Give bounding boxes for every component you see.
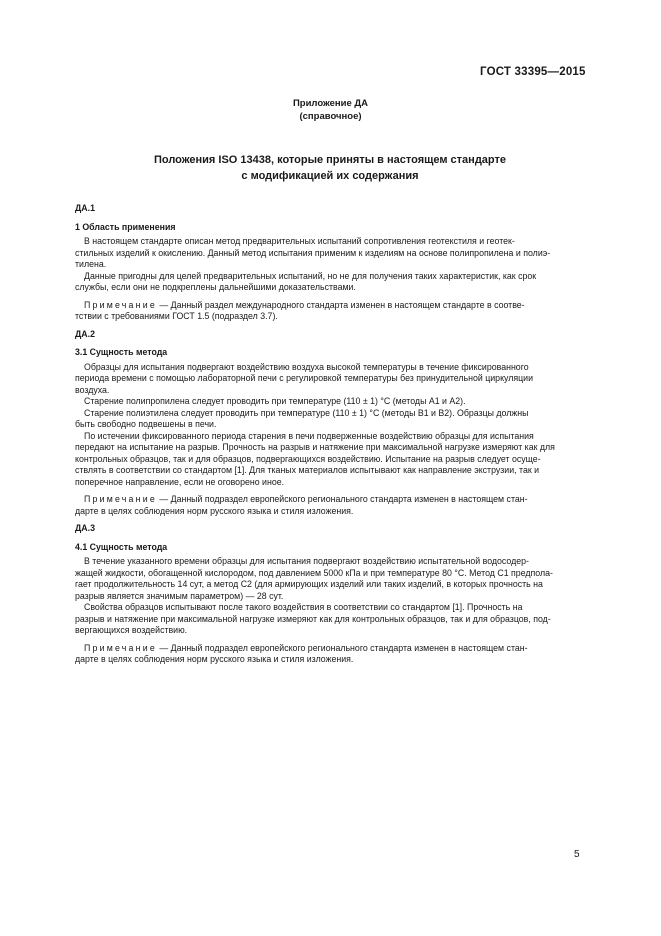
text-line: службы, если они не подкреплены дальнейшими доказательствами. bbox=[75, 282, 356, 292]
text-line: тствии с требованиями ГОСТ 1.5 (подраздел 3.7). bbox=[75, 311, 278, 321]
text-line: Свойства образцов испытывают после такого воздействия в соответствии со стандартом [1]. Прочность на bbox=[84, 602, 523, 612]
note-lead: Примечание bbox=[84, 642, 157, 653]
section-heading-da1: 1 Область применения bbox=[75, 221, 176, 232]
page-title bbox=[80, 153, 580, 184]
document-code: ГОСТ 33395—2015 bbox=[480, 66, 586, 78]
note bbox=[75, 494, 585, 517]
text-line: Старение полипропилена следует проводить при температуре (110 ± 1) °С (методы А1 и А2). bbox=[84, 396, 466, 406]
text-line: вергающихся воздействию. bbox=[75, 625, 188, 635]
title-line-2: с модификацией их содержания bbox=[241, 169, 419, 182]
text-line: быть свободно подвешены в печи. bbox=[75, 419, 217, 429]
text-line: периода времени с помощью лабораторной печи с регулировкой температуры без принудительной циркуляции bbox=[75, 373, 533, 383]
text-line: Данные пригодны для целей предварительных испытаний, но не для получения таких характеристик, как срок bbox=[84, 270, 537, 281]
text-line: поперечное направление, если не оговорено иное. bbox=[75, 476, 285, 487]
paragraph bbox=[75, 236, 585, 271]
text-line: В течение указанного времени образцы для испытания подвергают воздействию испытательной водосодер- bbox=[84, 556, 529, 566]
title-line-1: Положения ISO 13438, которые приняты в настоящем стандарте bbox=[153, 154, 507, 166]
note-text: — Данный подраздел европейского регионального стандарта изменен в настоящем стан- bbox=[156, 642, 528, 653]
note bbox=[75, 300, 585, 323]
paragraph bbox=[75, 362, 585, 397]
document-body bbox=[75, 203, 585, 666]
text-line: По истечении фиксированного периода старения в печи подверженные воздействию образцы для испытания bbox=[84, 430, 534, 441]
text-line: жащей жидкости, обогащенной кислородом, под давлением 5000 кПа и при температуре 80 °С. Метод С1 предпола- bbox=[75, 567, 553, 578]
note-text: — Данный раздел международного стандарта изменен в настоящем стандарте в соотве- bbox=[156, 299, 525, 310]
section-label-da2: ДА.2 bbox=[75, 328, 95, 339]
text-line: разрыв является значимым параметром) — 28 сут. bbox=[75, 590, 284, 601]
paragraph bbox=[75, 396, 585, 408]
note bbox=[75, 643, 585, 666]
section-label-da3: ДА.3 bbox=[75, 523, 95, 533]
appendix-heading bbox=[0, 97, 661, 123]
text-line: тилена. bbox=[75, 259, 107, 269]
text-line: ствлять в соответствии со стандартом [1]. Для тканых материалов испытывают как направление экструзии, так и bbox=[75, 465, 540, 475]
paragraph bbox=[75, 431, 585, 489]
text-line: дарте в целях соблюдения норм русского языка и стиля изложения. bbox=[75, 654, 354, 664]
paragraph bbox=[75, 408, 585, 431]
text-line: передают на испытание на разрыв. Прочность на разрыв и натяжение при максимальной нагрузке измеряют как для bbox=[75, 442, 555, 452]
section-heading-da3: 4.1 Сущность метода bbox=[75, 541, 168, 552]
paragraph bbox=[75, 271, 585, 294]
note-lead: Примечание bbox=[84, 494, 157, 504]
text-line: Старение полиэтилена следует проводить при температуре (110 ± 1) °С (методы В1 и В2). Образцы должны bbox=[84, 407, 529, 418]
text-line: гает продолжительность 14 сут, а метод С2 (для армирующих изделий или таких изделий, в которых прочность на bbox=[75, 579, 543, 589]
section-heading-da2: 3.1 Сущность метода bbox=[75, 347, 168, 357]
text-line: дарте в целях соблюдения норм русского языка и стиля изложения. bbox=[75, 505, 354, 516]
note-text: — Данный подраздел европейского регионального стандарта изменен в настоящем стан- bbox=[156, 494, 528, 504]
paragraph bbox=[75, 602, 585, 637]
text-line: разрыв и натяжение при максимальной нагрузке измеряют как для контрольных образцов, так и для образцов, под- bbox=[75, 613, 551, 624]
appendix-subtitle: (справочное) bbox=[299, 111, 362, 122]
paragraph bbox=[75, 556, 585, 602]
text-line: контрольных образцов, так и для образцов, подвергающихся воздействию. Испытание на разрыв следует осуще- bbox=[75, 453, 541, 464]
appendix-title: Приложение ДА bbox=[292, 98, 369, 109]
page-number: 5 bbox=[574, 849, 580, 860]
note-lead: Примечание bbox=[84, 299, 157, 310]
text-line: Образцы для испытания подвергают воздействию воздуха высокой температуры в течение фиксированного bbox=[84, 361, 529, 372]
text-line: В настоящем стандарте описан метод предварительных испытаний сопротивления геотекстиля и геотек- bbox=[84, 236, 515, 246]
section-label-da1: ДА.1 bbox=[75, 203, 95, 213]
text-line: стильных изделий к окислению. Данный метод испытания применим к изделиям на основе полипропилена и полиэ- bbox=[75, 247, 551, 258]
text-line: воздуха. bbox=[75, 384, 110, 395]
